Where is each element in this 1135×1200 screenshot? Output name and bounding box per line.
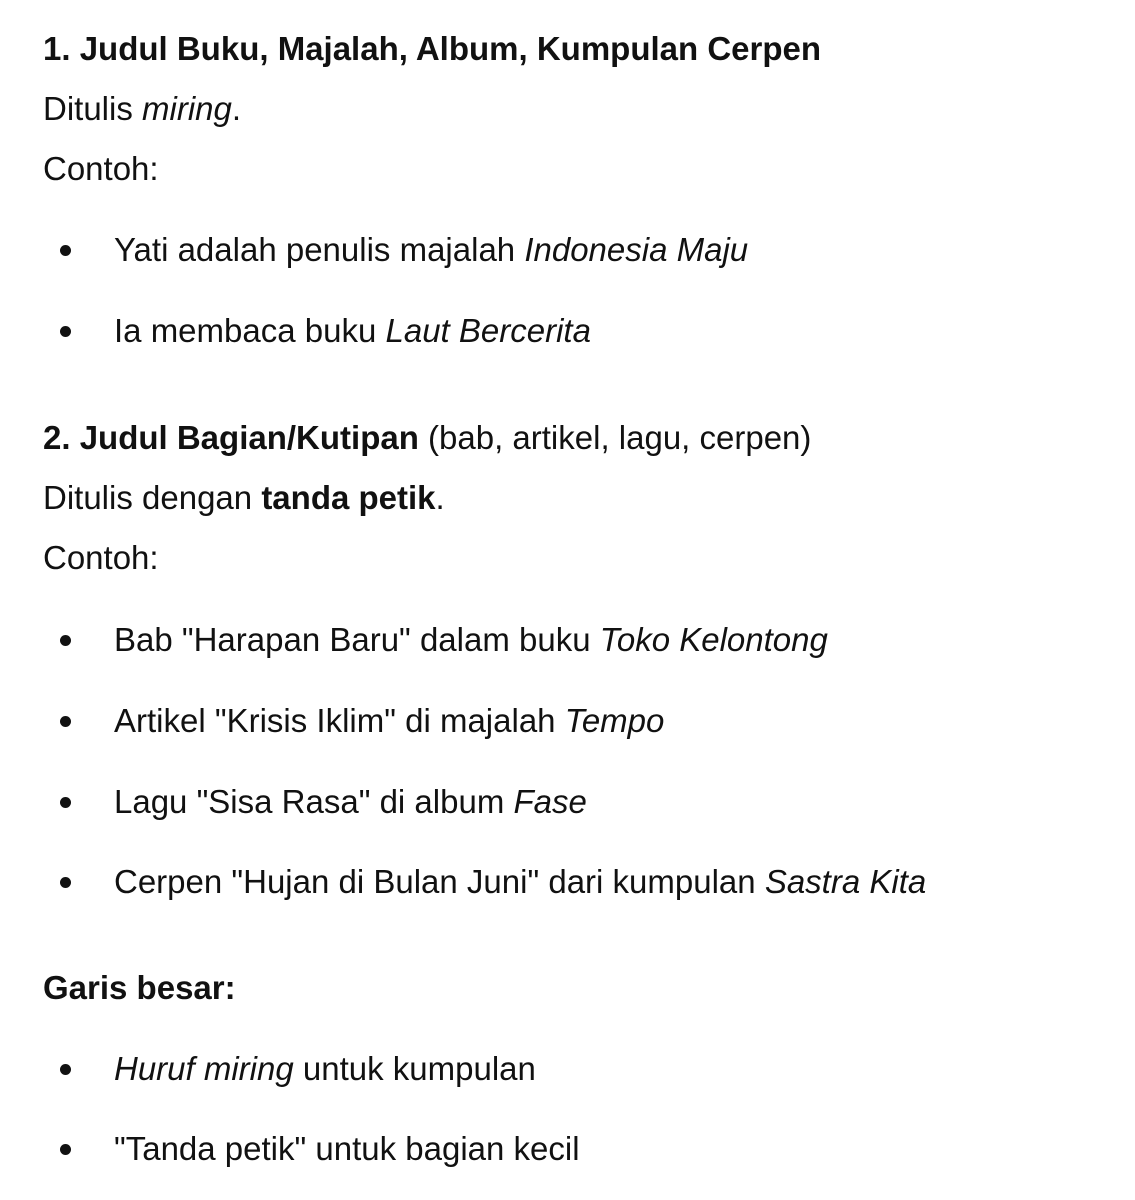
example-title-italic: Laut Bercerita xyxy=(385,312,591,349)
bullet-icon xyxy=(60,326,71,337)
list-item xyxy=(0,862,1135,902)
list-item xyxy=(0,1049,1135,1089)
bullet-icon xyxy=(60,245,71,256)
list-item-text xyxy=(114,311,591,351)
section1-example-label: Contoh: xyxy=(43,150,159,187)
example-title-italic: Toko Kelontong xyxy=(599,621,828,658)
section2-rule-suffix: . xyxy=(435,479,445,516)
section1-rule xyxy=(43,89,241,129)
example-title-italic: Fase xyxy=(513,783,587,820)
section2-heading-rest: (bab, artikel, lagu, cerpen) xyxy=(418,419,812,456)
example-text: Artikel "Krisis Iklim" di majalah xyxy=(114,702,565,739)
example-text: Bab "Harapan Baru" dalam buku xyxy=(114,621,600,658)
list-item xyxy=(0,782,1135,822)
example-title-italic: Indonesia Maju xyxy=(524,231,749,268)
section1-heading: 1. Judul Buku, Majalah, Album, Kumpulan Cerpen xyxy=(43,30,822,67)
example-title-italic: Sastra Kita xyxy=(764,863,927,900)
example-text: Yati adalah penulis majalah xyxy=(114,231,525,268)
section2-rule xyxy=(43,478,445,518)
list-item-text xyxy=(114,862,926,902)
list-item xyxy=(0,1129,1135,1169)
section1-rule-prefix: Ditulis xyxy=(43,90,143,127)
section1-rule-suffix: . xyxy=(231,90,242,127)
section1-rule-italic: miring xyxy=(142,90,232,127)
bullet-icon xyxy=(60,877,71,888)
example-title-italic: Tempo xyxy=(564,702,665,739)
example-text: Ia membaca buku xyxy=(114,312,386,349)
list-item xyxy=(0,620,1135,660)
bullet-icon xyxy=(60,1064,71,1075)
bullet-icon xyxy=(60,797,71,808)
section2-rule-bold: tanda petik xyxy=(261,479,436,516)
list-item-text xyxy=(114,620,828,660)
list-item xyxy=(0,701,1135,741)
summary-heading: Garis besar: xyxy=(43,969,236,1006)
example-text: Lagu "Sisa Rasa" di album xyxy=(114,783,514,820)
list-item-text xyxy=(114,230,748,270)
list-item-text xyxy=(114,701,664,741)
list-item-text xyxy=(114,1129,580,1169)
list-item-text xyxy=(114,1049,536,1089)
section2-heading xyxy=(43,418,811,458)
list-item xyxy=(0,311,1135,351)
summary-italic: Huruf miring xyxy=(114,1050,294,1087)
bullet-icon xyxy=(60,635,71,646)
bullet-icon xyxy=(60,1144,71,1155)
bullet-icon xyxy=(60,716,71,727)
list-item-text xyxy=(114,782,587,822)
summary-text: untuk kumpulan xyxy=(293,1050,536,1087)
section2-heading-bold: 2. Judul Bagian/Kutipan xyxy=(43,419,419,456)
section2-rule-prefix: Ditulis dengan xyxy=(43,479,262,516)
section2-example-label: Contoh: xyxy=(43,539,159,576)
example-text: Cerpen "Hujan di Bulan Juni" dari kumpulan xyxy=(114,863,765,900)
summary-text: "Tanda petik" untuk bagian kecil xyxy=(114,1130,580,1167)
list-item xyxy=(0,230,1135,270)
